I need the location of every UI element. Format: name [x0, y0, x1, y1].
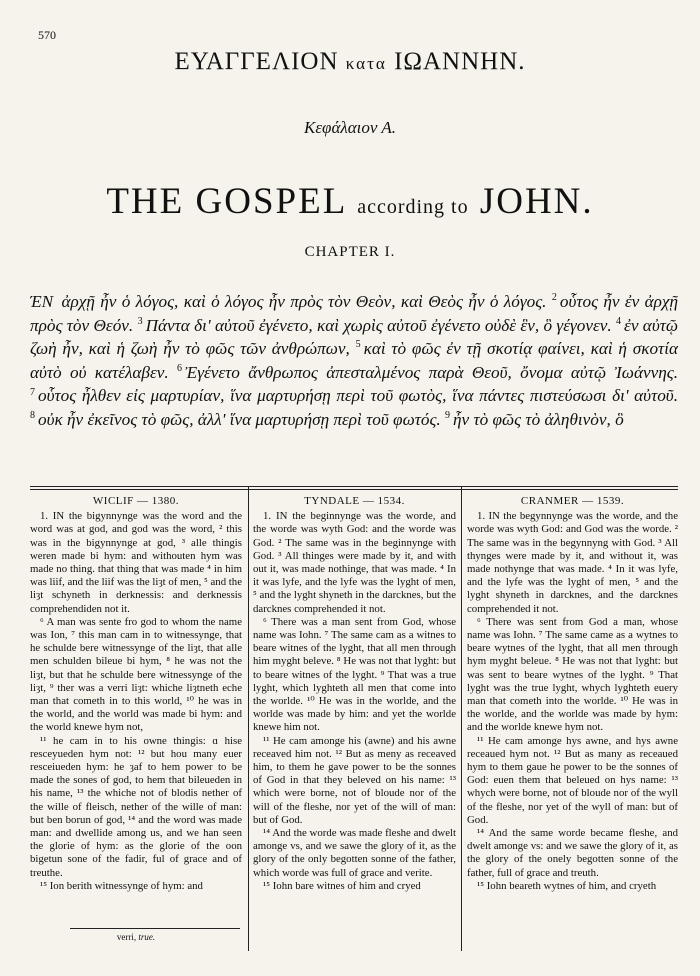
- cranmer-paragraph: ¹⁵ Iohn beareth wytnes of him, and cryeth: [477, 879, 657, 892]
- verse-number: 9: [445, 410, 451, 422]
- verse-text: οὗτος ἦν ἐν ἀρχῇ πρὸς τὸν Θεόν.: [30, 292, 679, 335]
- footnote: [30, 932, 242, 942]
- english-title-gospel: THE GOSPEL: [106, 181, 346, 222]
- verse-text: οὐκ ἦν ἐκεῖνος τὸ φῶς, ἀλλ' ἵνα μαρτυρήσῃ περὶ τοῦ φωτός.: [38, 409, 441, 429]
- tyndale-paragraph: ⁶ There was a man sent from God, whose name was Iohn. ⁷ The same cam as a witnes to beare witnes of the lyght, that all men through him myght beleve. ⁸ He was not that lyght: but to beare witnes of the lyght. ⁹ That was a true lyght, which lyghteth all men that come into the worlde. ¹⁰ He was in the worlde, and the worlde was made by him: and yet the worlde knewe him not.: [253, 615, 456, 734]
- english-chapter-heading: CHAPTER I.: [304, 244, 396, 260]
- greek-title-john: ΙΩΑΝΝΗΝ.: [394, 48, 526, 75]
- tyndale-paragraph: 1. IN the beginnynge was the worde, and the worde was wyth God: and the worde was God. ² The same was in the beginnynge with God. ³ All thinges were made by it, and with out it, was made nothinge, that was made. ⁴ In it was lyfe, and the lyfe was the lyght of men, ⁵ and the lyght shyneth in the darcknes, but the darcknes comprehended it not.: [253, 510, 456, 615]
- wiclif-paragraph: 1. IN the bigynnynge was the word and the word was at god, and god was the word, ² this was in the bigynnynge at god, ³ alle thingis weren made bi hym: and withouten hym was made no thing. that thing that was made ⁴ in him was liif, and the liif was the liȝt of men, ⁵ and the liȝt schyneth in derknessis: and derknessis comprehendiden not it.: [30, 510, 242, 615]
- tyndale-column: [253, 495, 456, 893]
- english-title-john: JOHN.: [479, 181, 594, 222]
- cranmer-paragraph: ¹⁴ And the same worde became fleshe, and dwelt amonge vs: and we sawe the glory of it, as the glory of the onely begotten sonne of the father, full of grace and treuth.: [467, 827, 678, 879]
- wiclif-paragraph: ⁶ A man was sente fro god to whom the name was Ion, ⁷ this man cam in to witnessynge, that he schulde bere witnessynge of the liȝt, that alle men schulden bileue bi hym, ⁸ he was not the liȝt, but that he schulde bere witnessynge of the liȝt, ⁹ ther was a verri liȝt: whiche liȝtneth eche man that cometh in to this world, ¹⁰ he was in the world, and the world was made bi hym: and the world knewe hym not,: [30, 615, 242, 734]
- cranmer-paragraph: 1. IN the begynnynge was the worde, and the worde was wyth God: and God was the worde. ² The same was in the begynnyng with God. ³ All thynges were made by it, and without it, was made nothynge that was made. ⁴ In it was lyfe, and the lyfe was the lyght of men, ⁵ and the lyght shyneth in darcknes, and the darcknes comprehended it not.: [467, 510, 678, 615]
- page-number: 570: [38, 28, 56, 42]
- verse-text: ἀρχῇ ἦν ὁ λόγος, καὶ ὁ λόγος ἦν πρὸς τὸν Θεὸν, καὶ Θεὸς ἦν ὁ λόγος.: [61, 292, 547, 311]
- greek-dropcap: ΈΝ: [30, 292, 54, 311]
- verse-number: 3: [137, 315, 143, 327]
- verse-number: 5: [355, 339, 361, 351]
- column-separator-left: [248, 486, 249, 951]
- verse-text: ἦν τὸ φῶς τὸ ἀληθινὸν, ὃ: [453, 409, 624, 429]
- tyndale-paragraph: ¹¹ He cam amonge his (awne) and his awne receaved him not. ¹² But as meny as receaved him, to them he gave power to be the sonnes of God in that they beleved on his name: ¹³ which were borne, not of bloude nor of the will of the fleshe, nor yet of the will of man: but of God.: [253, 734, 456, 826]
- greek-verse: [445, 410, 624, 429]
- column-top-rule: [30, 486, 678, 487]
- greek-verse: [30, 386, 678, 405]
- english-title-according-to: according to: [357, 196, 469, 218]
- verse-text: Ἐγένετο ἄνθρωπος ἀπεσταλμένος παρὰ Θεοῦ, ὄνομα αὐτῷ Ἰωάννης.: [185, 362, 679, 382]
- tyndale-paragraph: ¹⁵ Iohn bare witnes of him and cryed: [263, 879, 421, 892]
- verse-text: οὗτος ἦλθεν εἰς μαρτυρίαν, ἵνα μαρτυρήσῃ περὶ τοῦ φωτὸς, ἵνα πάντες πιστεύσωσι δι' αὐτοῦ.: [38, 386, 678, 406]
- wiclif-paragraph: ¹¹ he cam in to his owne thingis: ɑ hise resceyueden hym not: ¹² but hou many euer resceiueden hym: he ȝaf to hem power to be made the sones of god, to hem that bileueden in his name, ¹³ the whiche not of blodis nether of the wille of fleisch, nether of the wille of man: but ben borun of god, ¹⁴ and the word was made man: and dwellide among us, and we han seen the glorie of hym: as the glorie of the oon bigetun sone of the fadir, ful of grace and of treuthe.: [30, 734, 242, 879]
- cranmer-paragraph: ⁶ There was sent from God a man, whose name was Iohn. ⁷ The same came as a wytnes to beare wytnes of the lyght, that all men through hym myght beleue. ⁸ He was not that lyght: but was sent to beare wytnes of the lyght. ⁹ That lyght was the true lyght, whych lyghteth euery man that cometh into the worlde. ¹⁰ He was in the worlde, and the worlde was made by hym: and the worlde knewe hym not.: [467, 615, 678, 734]
- wiclif-column: [30, 495, 242, 893]
- greek-verse: [177, 363, 678, 382]
- cranmer-paragraph: ¹¹ He cam amonge hys awne, and hys awne receaued hym not. ¹² But as many as receaued hym to them gaue he power to be the sonnes of God: euen them that beleued on hys name: ¹³ whych were borne, not of bloude nor of the wyll of the fleshe, nor yet of the wyll of man: but of God.: [467, 734, 678, 826]
- verse-number: 8: [30, 410, 35, 422]
- footnote-rule: [70, 928, 240, 929]
- greek-chapter-heading: Κεφάλαιον Α.: [304, 118, 396, 137]
- verse-number: 4: [616, 315, 622, 327]
- verse-text: Πάντα δι' αὐτοῦ ἐγένετο, καὶ χωρὶς αὐτοῦ ἐγένετο οὐδὲ ἓν, ὃ γέγονεν.: [145, 315, 612, 335]
- greek-title-gospel: ΕΥΑΓΓΕΛΙΟΝ: [174, 48, 339, 75]
- cranmer-heading: CRANMER — 1539.: [520, 495, 625, 507]
- column-top-rule-secondary: [30, 489, 678, 490]
- greek-verse: [138, 316, 612, 335]
- tyndale-heading: TYNDALE — 1534.: [304, 495, 405, 507]
- greek-text-block: [30, 290, 678, 432]
- column-separator-right: [461, 486, 462, 951]
- english-title: [0, 180, 700, 223]
- cranmer-column: [467, 495, 678, 893]
- verse-text: ἐν αὐτῷ ζωὴ ἦν, καὶ ἡ ζωὴ ἦν τὸ φῶς τῶν ἀνθρώπων,: [30, 315, 679, 359]
- tyndale-paragraph: ¹⁴ And the worde was made fleshe and dwelt amonge vs, and we sawe the glory of it, as the glory of the only begotten sonne of the father, which worde was full of grace and verite.: [253, 827, 456, 879]
- verse-number: 7: [30, 386, 35, 398]
- greek-title: [0, 48, 700, 76]
- verse-number: 2: [551, 292, 557, 304]
- verse-text: καὶ τὸ φῶς ἐν τῇ σκοτίᾳ φαίνει, καὶ ἡ σκοτία αὐτὸ οὐ κατέλαβεν.: [30, 339, 678, 382]
- greek-title-kata: κατα: [345, 54, 387, 73]
- footnote-meaning: true.: [138, 932, 156, 942]
- wiclif-paragraph: ¹⁵ Ion berith witnessynge of hym: and: [40, 879, 203, 892]
- verse-number: 6: [177, 363, 183, 375]
- footnote-word: verri,: [116, 932, 137, 942]
- greek-verse: [59, 292, 547, 311]
- greek-verse: [30, 410, 441, 429]
- wiclif-heading: WICLIF — 1380.: [92, 495, 180, 507]
